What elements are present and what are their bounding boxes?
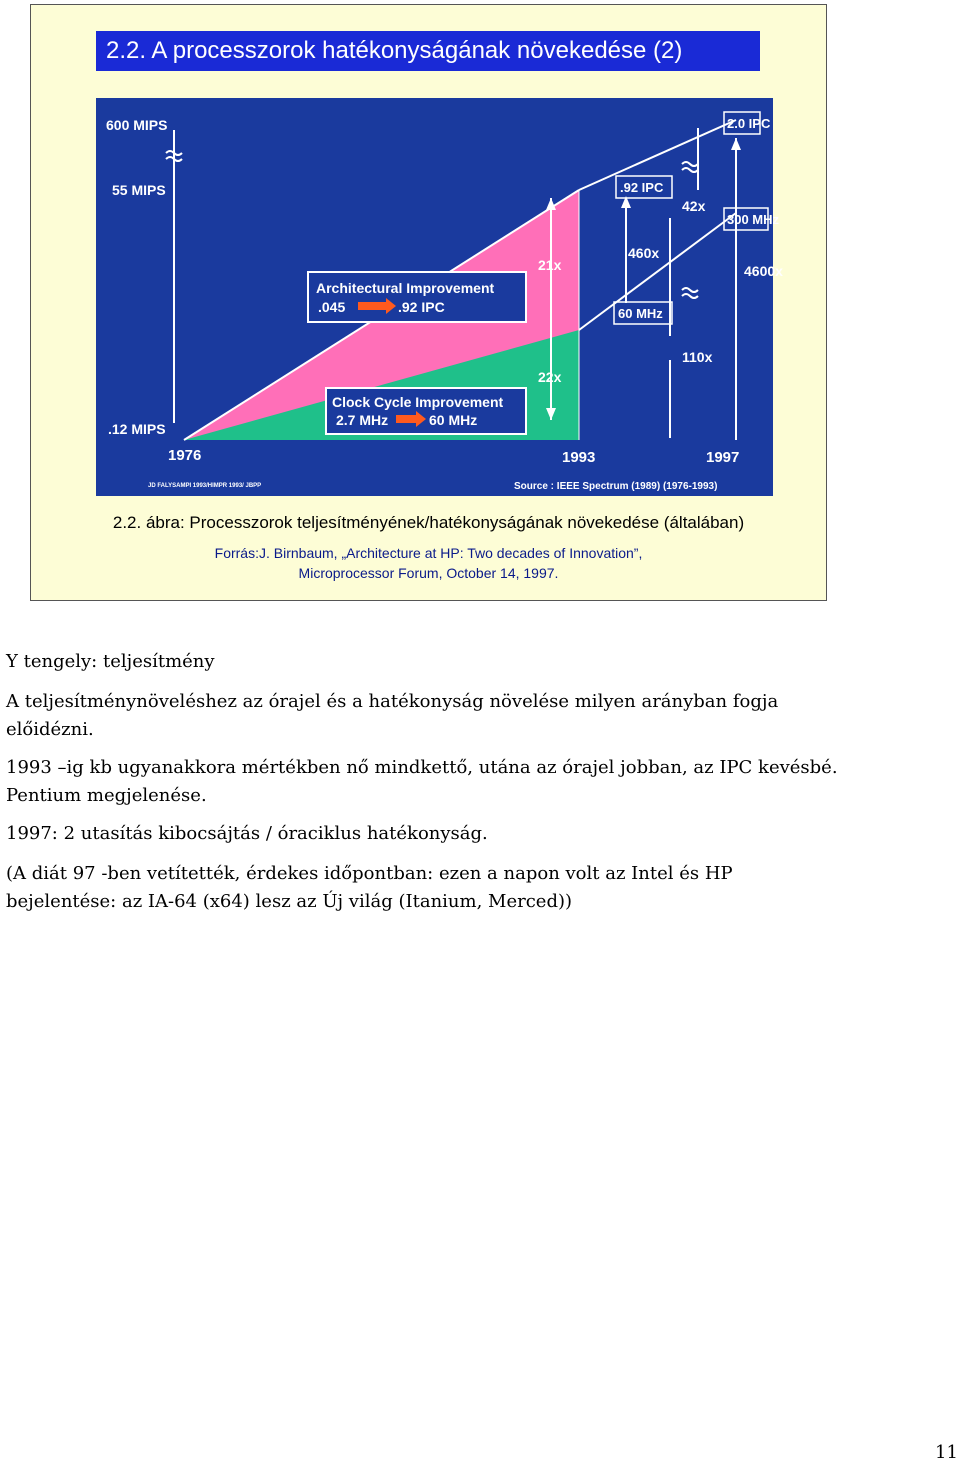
source-line-1: Forrás:J. Birnbaum, „Architecture at HP: Two decades of Innovation”, bbox=[214, 545, 643, 561]
page-number: 11 bbox=[935, 1442, 958, 1463]
architectural-to: .92 IPC bbox=[398, 299, 445, 315]
year-1993: 1993 bbox=[562, 449, 596, 466]
label-460x: 460x bbox=[628, 245, 660, 261]
slide-title: 2.2. A processzorok hatékonyságának növekedése (2) bbox=[96, 31, 760, 71]
y-label-600mips: 600 MIPS bbox=[106, 117, 168, 133]
year-1976: 1976 bbox=[168, 447, 202, 464]
note-line: (A diát 97 -ben vetítették, érdekes időpontban: ezen a napon volt az Intel és HP bejelentése: az IA-64 (x64) lesz az Új világ (Itanium, Merced)) bbox=[6, 863, 733, 912]
note-line: 1993 –ig kb ugyanakkora mértékben nő mindkettő, utána az órajel jobban, az IPC kevésbé. Pentium megjelenése. bbox=[6, 757, 838, 806]
figure-footer-left: JD FALYSAMPI 1993/HIMPR 1993/ JBPP bbox=[148, 483, 262, 489]
label-092ipc: .92 IPC bbox=[620, 180, 664, 195]
note-line: Y tengely: teljesítmény bbox=[6, 651, 215, 672]
label-300mhz: 300 MHz bbox=[727, 212, 780, 227]
y-label-012mips: .12 MIPS bbox=[108, 421, 166, 437]
label-22x: 22x bbox=[538, 369, 562, 385]
architectural-from: .045 bbox=[318, 299, 346, 315]
note-line: 1997: 2 utasítás kibocsájtás / óraciklus hatékonyság. bbox=[6, 823, 488, 844]
slide bbox=[30, 4, 827, 601]
label-21x: 21x bbox=[538, 257, 562, 273]
figure-footer-source: Source : IEEE Spectrum (1989) (1976-1993) bbox=[514, 481, 718, 492]
label-110x: 110x bbox=[682, 349, 713, 365]
y-label-55mips: 55 MIPS bbox=[112, 182, 166, 198]
year-1997: 1997 bbox=[706, 449, 740, 466]
clock-to: 60 MHz bbox=[429, 412, 478, 428]
figure-caption: 2.2. ábra: Processzorok teljesítményének/hatékonyságának növekedése (általában) bbox=[112, 513, 745, 532]
note-line: A teljesítménynöveléshez az órajel és a hatékonyság növelése milyen arányban fogja előidézni. bbox=[6, 691, 779, 740]
performance-figure bbox=[96, 98, 783, 496]
label-42x: 42x bbox=[682, 198, 706, 214]
label-60mhz: 60 MHz bbox=[618, 306, 663, 321]
label-4600x: 4600x bbox=[744, 263, 783, 279]
label-2ipc: 2.0 IPC bbox=[727, 116, 771, 131]
clock-from: 2.7 MHz bbox=[336, 412, 389, 428]
clock-box-title: Clock Cycle Improvement bbox=[332, 394, 504, 410]
architectural-box-title: Architectural Improvement bbox=[316, 280, 495, 296]
source-line-2: Microprocessor Forum, October 14, 1997. bbox=[298, 565, 559, 581]
